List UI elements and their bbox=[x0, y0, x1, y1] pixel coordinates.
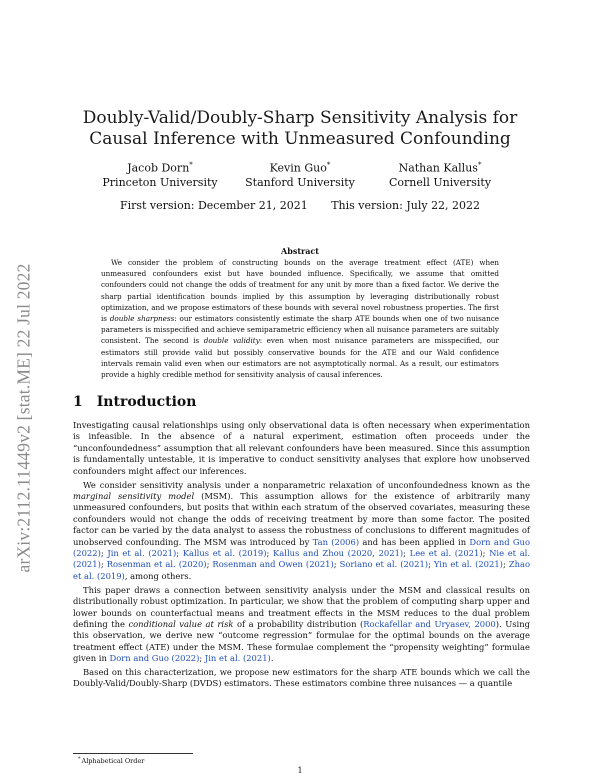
text-run: ; bbox=[100, 559, 107, 570]
citation-link[interactable]: Jin et al. (2021) bbox=[107, 547, 177, 558]
abstract-sentence: : even when most nuisance parameters are misspecified, our estimators still provide valid but possibly conservative bounds for the ATE and our Wald confidence intervals remain valid even when our estimators are not asymptotically normal. As a result, our estimators provide a highly credible method for sensitivity analysis of causal inferences. bbox=[101, 336, 499, 380]
title-line-2: Causal Inference with Unmeasured Confounding bbox=[89, 129, 511, 149]
author-1 bbox=[100, 158, 220, 190]
author-affiliation: Princeton University bbox=[102, 175, 218, 189]
section-heading-introduction bbox=[73, 394, 196, 410]
citation-link[interactable]: Zhao et al. (2019) bbox=[73, 559, 531, 581]
text-run: ; bbox=[206, 559, 213, 570]
footnote-divider bbox=[73, 753, 193, 754]
section-number: 1 bbox=[73, 394, 83, 410]
text-run: ). Using this observation, we derive new “outcome regression” formulae for the optimal bounds on the average treatment effect (ATE) under the MSM. These formulae complement the “propensity weighting” formulae given in bbox=[73, 618, 530, 664]
citation-link[interactable]: Dorn and Guo (2022) bbox=[109, 653, 200, 664]
citation-link[interactable]: Tan (2006) bbox=[312, 536, 360, 547]
introduction-body bbox=[73, 420, 530, 692]
text-run: (MSM). This assumption allows for the existence of arbitrarily many unmeasured confounders, but posits that within each stratum of the observed covariates, measuring these confounders would not change the odds of receiving treatment by more than some factor. The posited factor can be varied by the data analyst to assess the robustness of conclusions to different magnitudes of unobserved confounding. The MSM was introduced by bbox=[73, 490, 530, 547]
author-3 bbox=[380, 158, 500, 190]
author-footnote-mark[interactable]: * bbox=[326, 161, 331, 169]
version-dates bbox=[100, 199, 500, 212]
author-block bbox=[100, 158, 500, 192]
author-name: Kevin Guo bbox=[269, 161, 327, 175]
abstract-sentence: : our estimators consistently estimate the sharp ATE bounds when one of two nuisance parameters is misspecified and achieve semiparametric efficiency when all nuisance parameters are suitably consistent. The second is bbox=[101, 314, 499, 346]
emphasis-term: marginal sensitivity model bbox=[73, 490, 195, 501]
citation-link[interactable]: Rockafellar and Uryasev, 2000 bbox=[363, 618, 496, 629]
footnote-text: Alphabetical Order bbox=[81, 757, 145, 766]
citation-link[interactable]: Soriano et al. (2021) bbox=[339, 559, 429, 570]
paragraph-3 bbox=[73, 585, 530, 665]
footnote bbox=[78, 756, 144, 765]
citation-link[interactable]: Jin et al. (2021) bbox=[204, 653, 271, 664]
text-run: ; bbox=[176, 547, 183, 558]
arxiv-identifier-stamp: arXiv:2112.11449v2 [stat.ME] 22 Jul 2022 bbox=[13, 263, 34, 573]
author-name: Nathan Kallus bbox=[398, 161, 478, 175]
author-affiliation: Cornell University bbox=[388, 175, 492, 189]
author-2 bbox=[240, 158, 360, 190]
text-run: ; bbox=[502, 559, 509, 570]
text-run: This paper draws a connection between sensitivity analysis under the MSM and classical results on distributionally robust optimization. In particular, we show that the problem of computing sharp upper and lower bounds on counterfactual means and treatment effects in the MSM reduces to the dual problem defining the bbox=[73, 584, 530, 629]
paragraph-2 bbox=[73, 480, 530, 583]
text-run: We consider sensitivity analysis under a nonparametric relaxation of unconfoundedness known as the bbox=[83, 479, 530, 490]
text-run: ; bbox=[266, 547, 274, 558]
citation-link[interactable]: Kallus and Zhou (2020, 2021) bbox=[273, 547, 404, 558]
text-run: of a probability distribution ( bbox=[233, 618, 364, 629]
citation-link[interactable]: Kallus et al. (2019) bbox=[182, 547, 267, 558]
author-footnote-mark[interactable]: * bbox=[477, 161, 482, 169]
text-run: ; bbox=[100, 547, 108, 558]
citation-link[interactable]: Yin et al. (2021) bbox=[433, 559, 503, 570]
first-version-date: First version: December 21, 2021 bbox=[119, 199, 308, 212]
abstract-emphasis: double validity bbox=[203, 336, 260, 346]
text-run: ; bbox=[428, 559, 434, 570]
author-footnote-mark[interactable]: * bbox=[189, 161, 193, 169]
page-number: 1 bbox=[297, 766, 303, 775]
citation-link[interactable]: Rosenman et al. (2020) bbox=[106, 559, 207, 570]
text-run: ; bbox=[482, 547, 490, 558]
text-run: ; bbox=[199, 653, 205, 664]
citation-link[interactable]: Rosenman and Owen (2021) bbox=[212, 559, 334, 570]
citation-link[interactable]: Nie et al. (2021) bbox=[73, 547, 531, 570]
text-run: . bbox=[270, 653, 274, 664]
citation-link[interactable]: Dorn and Guo (2022) bbox=[73, 536, 530, 558]
paper-title bbox=[70, 108, 530, 150]
title-line-1: Doubly-Valid/Doubly-Sharp Sensitivity Analysis for bbox=[82, 108, 518, 128]
author-name: Jacob Dorn bbox=[127, 161, 190, 175]
current-version-date: This version: July 22, 2022 bbox=[331, 199, 481, 212]
emphasis-term: conditional value at risk bbox=[128, 618, 234, 629]
abstract-sentence: We consider the problem of constructing bounds on the average treatment effect (ATE) when unmeasured confounders exist but have bounded influence. Specifically, we assume that omitted confounders could not change the odds of treatment for any unit by more than a fixed factor. We derive the sharp partial identification bounds implied by this assumption by leveraging distributionally robust optimization, and we propose estimators of these bounds with several novel robustness properties. The first is bbox=[101, 258, 499, 324]
text-run: , among others. bbox=[124, 570, 192, 581]
abstract-heading: Abstract bbox=[281, 246, 319, 256]
text-run: and has been applied in bbox=[359, 536, 470, 547]
paragraph-4: Based on this characterization, we propose new estimators for the sharp ATE bounds which we call the Doubly-Valid/Doubly-Sharp (DVDS) estimators. These estimators combine three nuisances — a quantile bbox=[73, 667, 530, 689]
paragraph-1: Investigating causal relationships using only observational data is often necessary when experimentation is infeasible. In the absence of a natural experiment, estimation often proceeds under the “unconfoundedness” assumption that all relevant confounders have been measured. Since this assumption is fundamentally untestable, it is imperative to conduct sensitivity analyses that explore how unobserved confounders might affect our inferences. bbox=[73, 420, 530, 476]
text-run: ; bbox=[403, 547, 410, 558]
abstract-emphasis: double sharpness bbox=[109, 314, 175, 324]
citation-link[interactable]: Lee et al. (2021) bbox=[409, 547, 483, 558]
abstract-text bbox=[101, 257, 499, 380]
footnote-mark: * bbox=[78, 756, 81, 762]
author-affiliation: Stanford University bbox=[245, 175, 355, 189]
page-number-wrap bbox=[0, 766, 600, 775]
text-run: ; bbox=[333, 559, 340, 570]
section-title: Introduction bbox=[96, 394, 197, 410]
